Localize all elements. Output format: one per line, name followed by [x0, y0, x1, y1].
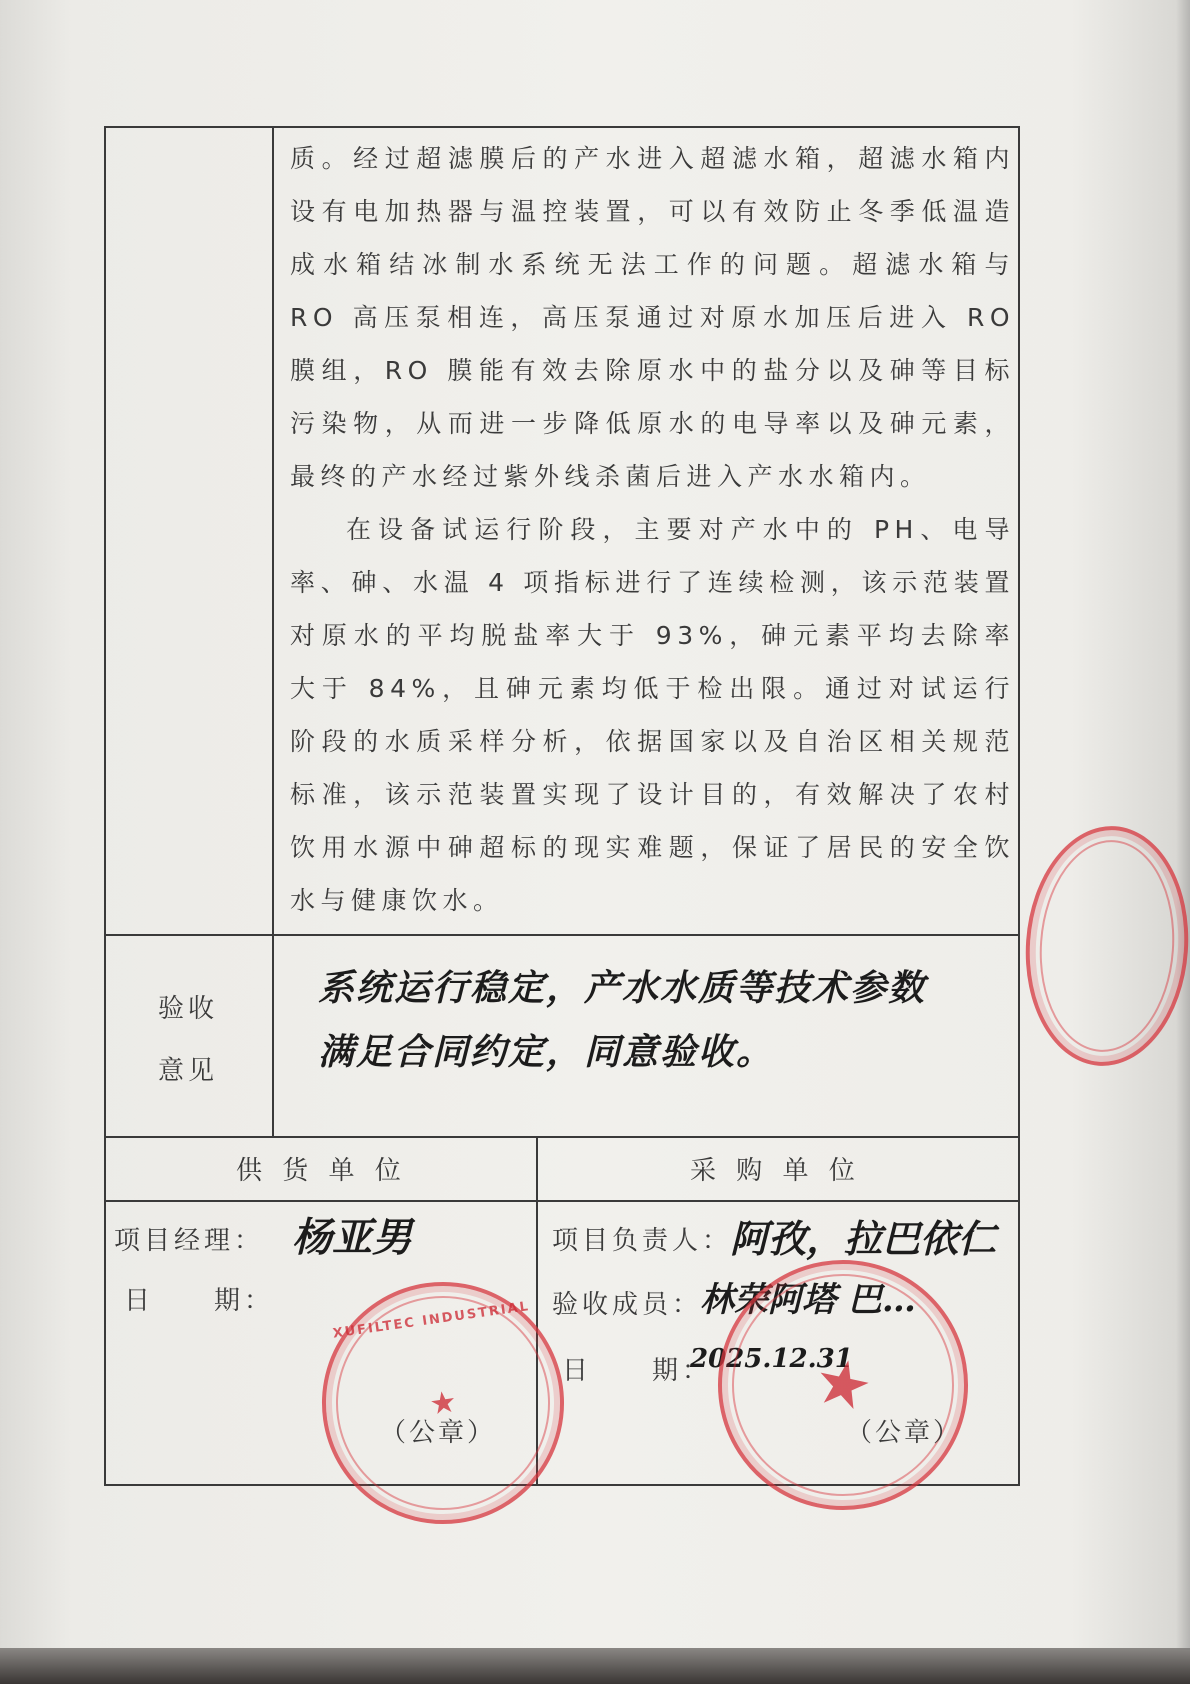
desk-background: [0, 1648, 1190, 1684]
acceptance-opinion-line1: 系统运行稳定，产水水质等技术参数: [318, 967, 927, 1009]
supplier-seal-label: （公章）: [380, 1418, 497, 1448]
acceptance-label-line1: 验收: [158, 994, 219, 1024]
supplier-stamp-star: ★: [427, 1384, 459, 1423]
project-manager-signature: 杨亚男: [292, 1214, 412, 1261]
description-paragraph-1: 质。经过超滤膜后的产水进入超滤水箱，超滤水箱内设有电加热器与温控装置，可以有效防止冬季低温造成水箱结冰制水系统无法工作的问题。超滤水箱与 RO 高压泵相连，高压泵通过对原水加压后进入 RO 膜组，RO 膜能有效去除原水中的盐分以及砷等目标污染物，从而进一步降低原水的电导率以及砷元素，最终的产水经过紫外线杀菌后进入产水水箱内。: [290, 144, 1015, 491]
purchaser-header: 采 购 单 位: [690, 1156, 861, 1186]
project-description: [290, 132, 1015, 927]
project-manager-label: 项目经理：: [114, 1226, 265, 1256]
purchaser-seal-label: （公章）: [846, 1418, 963, 1448]
purchaser-date-label: 日 期：: [562, 1356, 713, 1386]
supplier-header: 供 货 单 位: [236, 1156, 407, 1186]
row-divider-opinion: [104, 1136, 1020, 1138]
supplier-stamp-lettering: XUFILTEC INDUSTRIAL: [331, 1299, 531, 1342]
acceptance-label-line2: 意见: [158, 1056, 219, 1086]
project-leader-signature: 阿孜，拉巴依仁: [730, 1216, 997, 1261]
purchaser-stamp-star: ★: [807, 1342, 879, 1428]
description-paragraph-2: 在设备试运行阶段，主要对产水中的 PH、电导率、砷、水温 4 项指标进行了连续检测，该示范装置对原水的平均脱盐率大于 93%，砷元素平均去除率大于 84%，且砷元素均低于检出限。通过对试运行阶段的水质采样分析，依据国家以及自治区相关规范标准，该示范装置实现了设计目的，有效解决了农村饮用水源中砷超标的现实难题，保证了居民的安全饮水与健康饮水。: [290, 515, 1015, 915]
acceptance-opinion-line2: 满足合同约定，同意验收。: [318, 1031, 775, 1073]
row-divider-description: [104, 934, 1020, 936]
purchaser-date-value: 2025.12.31: [690, 1344, 853, 1374]
acceptance-member-label: 验收成员：: [552, 1290, 703, 1320]
supplier-date-label: 日 期：: [124, 1286, 275, 1316]
acceptance-member-signature: 林荣阿塔 巴…: [700, 1280, 916, 1320]
row-divider-party-header: [104, 1200, 1020, 1202]
seam-stamp: [1018, 821, 1190, 1072]
page-edge-shadow: [1176, 0, 1190, 1650]
project-leader-label: 项目负责人：: [552, 1226, 733, 1256]
label-column-divider: [272, 126, 274, 1136]
